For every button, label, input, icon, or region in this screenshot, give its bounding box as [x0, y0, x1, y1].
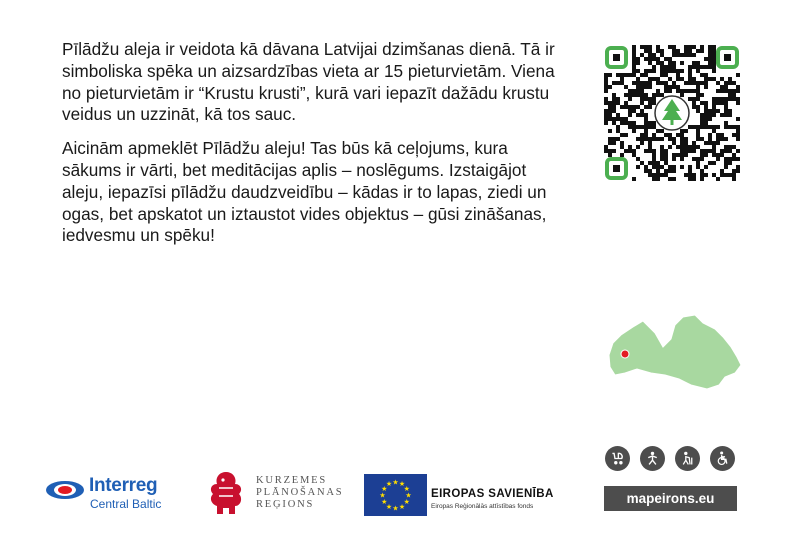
interreg-subtitle: Central Baltic — [90, 497, 162, 511]
paragraph-invitation: Aicinām apmeklēt Pīlādžu aleju! Tas būs kā ceļojums, kura sākums ir vārti, bet meditācijas aplis – noslēgums. Izstaigājot aleju, iepazīsi pīlādžu daudzveidību – kādas ir to lapas, ziedi un ogas, bet apskatot un iztaustot vides objektus – gūsi zināšanas, iedvesmu un spēku! — [62, 138, 547, 246]
eu-logo — [364, 474, 554, 516]
svg-text:★: ★ — [405, 491, 412, 500]
eu-fund-name: Eiropas Reģionālās attīstības fonds — [431, 503, 534, 510]
wheelchair-icon — [710, 446, 735, 471]
lion-emblem-icon — [207, 470, 245, 516]
eu-name: EIROPAS SAVIENĪBA — [431, 488, 554, 500]
svg-text:★: ★ — [403, 498, 410, 506]
kpr-line2: PLĀNOŠANAS — [256, 487, 344, 498]
description-text — [62, 39, 562, 259]
interreg-emblem-icon — [45, 478, 85, 502]
svg-text:★: ★ — [381, 485, 388, 493]
svg-text:★: ★ — [398, 480, 406, 489]
website-link[interactable]: mapeirons.eu — [604, 486, 737, 511]
kpr-line3: REĢIONS — [256, 499, 315, 510]
svg-text:★: ★ — [392, 478, 399, 487]
paragraph-intro: Pīlādžu aleja ir veidota kā dāvana Latvijai dzimšanas dienā. Tā ir simboliska spēka un aizsardzības vieta ar 15 pieturvietām. Viena no pieturvietām ir “Krustu krusti”, kurā vari iepazīt dažādu krustu veidus un uzzināt, kā tos sauc. — [62, 39, 555, 125]
stroller-icon — [605, 446, 630, 471]
svg-text:★: ★ — [392, 504, 399, 513]
interreg-name: Interreg — [89, 475, 158, 496]
eu-flag-icon — [364, 474, 427, 516]
svg-text:★: ★ — [398, 502, 406, 511]
svg-text:★: ★ — [403, 485, 410, 493]
qr-code[interactable] — [604, 45, 740, 181]
svg-text:★: ★ — [381, 498, 388, 506]
kpr-line1: KURZEMES — [256, 475, 327, 486]
latvia-map-location-icon — [607, 313, 743, 393]
svg-text:★: ★ — [379, 491, 386, 500]
kurzeme-planning-region-logo — [207, 470, 347, 516]
accessibility-icons — [605, 446, 735, 471]
elderly-walker-icon — [675, 446, 700, 471]
svg-text:★: ★ — [385, 480, 393, 489]
interreg-logo — [45, 475, 180, 512]
svg-text:★: ★ — [385, 502, 393, 511]
child-play-icon — [640, 446, 665, 471]
